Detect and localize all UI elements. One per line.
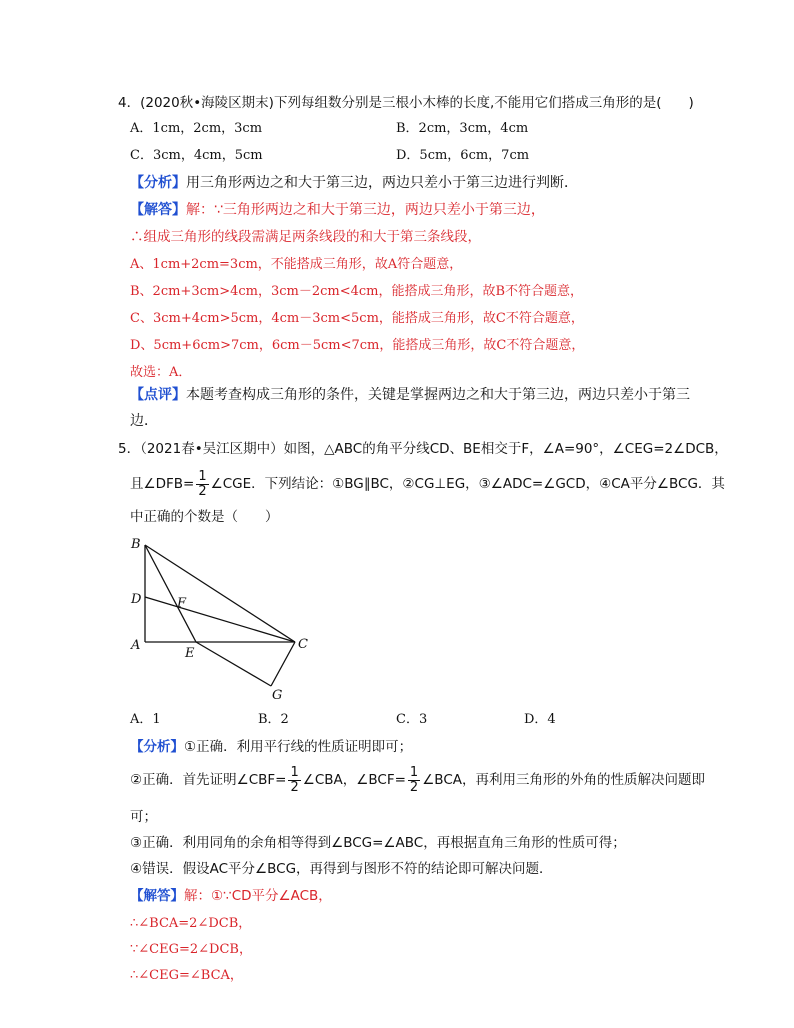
q5-option-d: D．4 <box>524 712 556 727</box>
segment-cg <box>271 642 295 686</box>
q4-analysis-tag: 【分析】 <box>130 175 186 191</box>
fraction-half <box>288 766 300 795</box>
fraction-denominator: 2 <box>290 779 299 795</box>
q5-analysis-tag: 【分析】 <box>130 739 184 755</box>
q5-answer-line: ∴∠CEG=∠BCA， <box>130 968 243 983</box>
q4-answer-line: ∴组成三角形的线段需满足两条线段的和大于第三条线段， <box>130 229 481 245</box>
q5-analysis <box>130 738 412 756</box>
q4-answer-line: B、2cm+3cm>4cm，3cm－2cm<4cm，能搭成三角形，故B不符合题意， <box>130 284 584 299</box>
q4-stem: 4．(2020秋•海陵区期末)下列每组数分别是三根小木棒的长度,不能用它们搭成三角形的是( ) <box>118 95 694 111</box>
q5-analysis-2-pre: ②正确．首先证明∠CBF= <box>130 772 287 788</box>
geometry-figure <box>128 535 328 705</box>
fraction-half <box>408 766 420 795</box>
q5-analysis-4: ④错误．假设AC平分∠BCG，再得到与图形不符的结论即可解决问题． <box>130 861 553 877</box>
q5-stem-line2 <box>130 468 725 500</box>
fraction-numerator: 1 <box>409 764 419 780</box>
q4-option-b: B．2cm，3cm，4cm <box>396 121 529 136</box>
q4-answer-line: A、1cm+2cm=3cm，不能搭成三角形，故A符合题意， <box>130 257 463 272</box>
fraction-denominator: 2 <box>409 779 419 795</box>
q4-answer-line: D、5cm+6cm>7cm，6cm－5cm<7cm，能搭成三角形，故C不符合题意， <box>130 338 585 353</box>
q5-option-a: A．1 <box>130 712 161 727</box>
segment-eg <box>196 642 271 686</box>
q4-comment-tag: 【点评】 <box>130 387 186 403</box>
q4-analysis <box>130 174 578 192</box>
q4-answer-first <box>130 201 545 219</box>
q4-option-d: D．5cm，6cm，7cm <box>396 148 530 163</box>
q5-answer-tag: 【解答】 <box>130 888 184 904</box>
q5-option-b: B．2 <box>258 712 289 727</box>
fraction-denominator: 2 <box>198 483 207 499</box>
q5-answer-line: 解：①∵CD平分∠ACB， <box>184 888 332 904</box>
segment-dc <box>145 597 295 642</box>
q5-analysis-1: ①正确．利用平行线的性质证明即可； <box>184 739 413 755</box>
label-d: D <box>131 592 142 607</box>
label-e: E <box>185 646 195 661</box>
q4-answer-line: C、3cm+4cm>5cm，4cm－3cm<5cm，能搭成三角形，故C不符合题意， <box>130 311 584 326</box>
label-b: B <box>131 537 141 552</box>
q4-answer-tag: 【解答】 <box>130 202 186 218</box>
q4-option-c: C．3cm，4cm，5cm <box>130 148 263 163</box>
fraction-numerator: 1 <box>290 764 299 780</box>
label-g: G <box>272 688 283 703</box>
fraction-half <box>196 470 208 499</box>
label-c: C <box>298 637 308 652</box>
label-a: A <box>131 638 141 653</box>
q4-answer-line: 解：∵三角形两边之和大于第三边，两边只差小于第三边， <box>186 202 545 218</box>
q4-comment-cont: 边． <box>130 413 158 429</box>
q5-analysis-2-cont: 可； <box>130 809 157 825</box>
q5-analysis-3: ③正确．利用同角的余角相等得到∠BCG=∠ABC，再根据直角三角形的性质可得； <box>130 835 626 851</box>
q4-option-a: A．1cm，2cm，3cm <box>130 121 263 136</box>
label-f: F <box>177 596 187 611</box>
q5-analysis-2 <box>130 762 705 798</box>
q4-analysis-text: 用三角形两边之和大于第三边，两边只差小于第三边进行判断． <box>186 175 578 191</box>
q5-stem-post: ∠CGE．下列结论：①BG∥BC，②CG⊥EG，③∠ADC=∠GCD，④CA平分∠BCG．其 <box>210 476 725 492</box>
q5-option-c: C．3 <box>396 712 428 727</box>
q5-stem-line3: 中正确的个数是（ ） <box>130 509 279 525</box>
q5-analysis-2-mid: ∠CBA，∠BCF= <box>302 772 406 788</box>
q4-comment <box>130 386 690 404</box>
segment-bc <box>145 545 295 642</box>
q5-stem-pre: 且∠DFB= <box>130 476 195 492</box>
q5-answer-line: ∴∠BCA=2∠DCB， <box>130 916 252 931</box>
q5-answer-line: ∵∠CEG=2∠DCB， <box>130 942 252 957</box>
q4-answer-line: 故选：A． <box>130 365 192 380</box>
q5-stem-line1: 5．（2021春•吴江区期中）如图，△ABC的角平分线CD、BE相交于F，∠A=90°，∠CEG=2∠DCB， <box>118 441 728 457</box>
fraction-numerator: 1 <box>198 468 207 484</box>
q4-comment-text: 本题考查构成三角形的条件，关键是掌握两边之和大于第三边，两边只差小于第三 <box>186 387 690 403</box>
q5-analysis-2-post: ∠BCA，再利用三角形的外角的性质解决问题即 <box>422 772 705 788</box>
segment-be <box>145 545 196 642</box>
q5-answer-first <box>130 887 332 905</box>
